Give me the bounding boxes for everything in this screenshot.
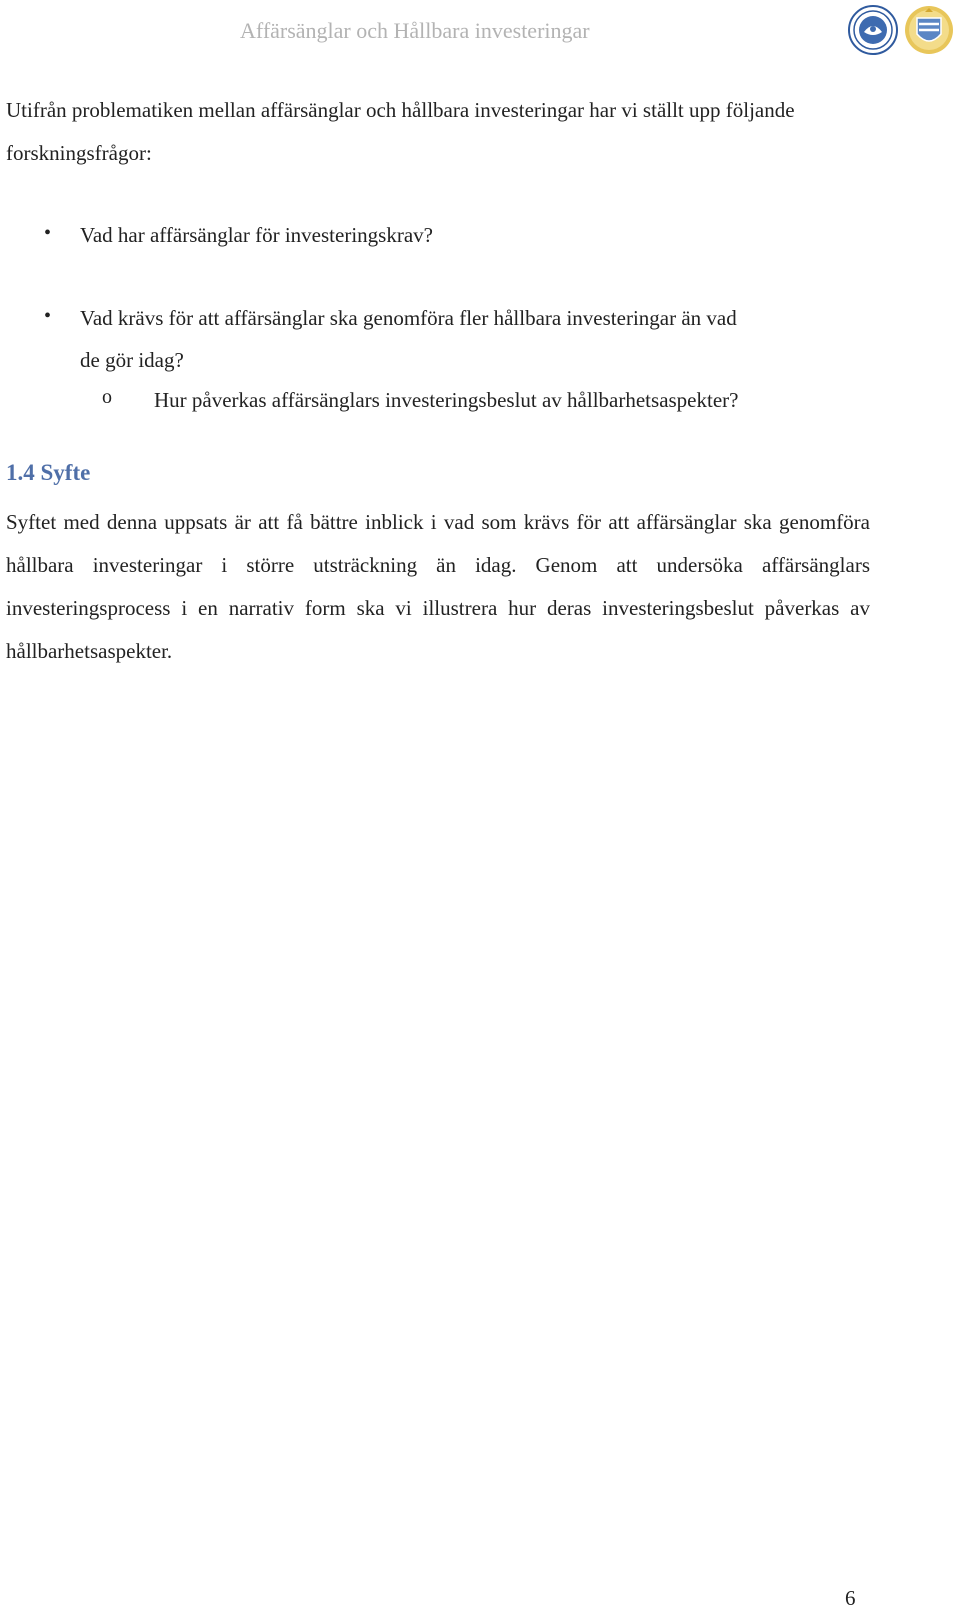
bullet-marker: • — [44, 305, 52, 327]
sub-bullet-marker: o — [102, 386, 112, 408]
question-item-2-line1: Vad krävs för att affärsänglar ska genomföra fler hållbara investeringar än vad — [80, 306, 737, 330]
header-logos — [848, 2, 956, 58]
sub-question-item: Hur påverkas affärsänglars investeringsbeslut av hållbarhetsaspekter? — [154, 388, 739, 412]
question-item-1: Vad har affärsänglar för investeringskrav? — [80, 223, 433, 247]
city-crest-icon — [905, 6, 953, 54]
intro-paragraph: Utifrån problematiken mellan affärsänglar och hållbara investeringar har vi ställt upp följande forskningsfrågor: — [6, 98, 795, 165]
page-number: 6 — [845, 1586, 856, 1610]
running-header-title: Affärsänglar och Hållbara investeringar — [240, 18, 590, 43]
university-seal-icon — [849, 6, 897, 54]
bullet-marker: • — [44, 222, 52, 244]
logo-group — [848, 2, 956, 58]
section-paragraph: Syftet med denna uppsats är att få bättre inblick i vad som krävs för att affärsänglar ska genomföra hållbara investeringar i större utsträckning än idag. Genom att undersöka affärsänglars investeringsprocess i en narrativ form ska vi illustrera hur deras investeringsbeslut påverkas av hållbarhetsaspekter. — [6, 510, 870, 663]
section-heading: 1.4 Syfte — [6, 460, 91, 485]
question-item-2-line2: de gör idag? — [80, 348, 184, 372]
